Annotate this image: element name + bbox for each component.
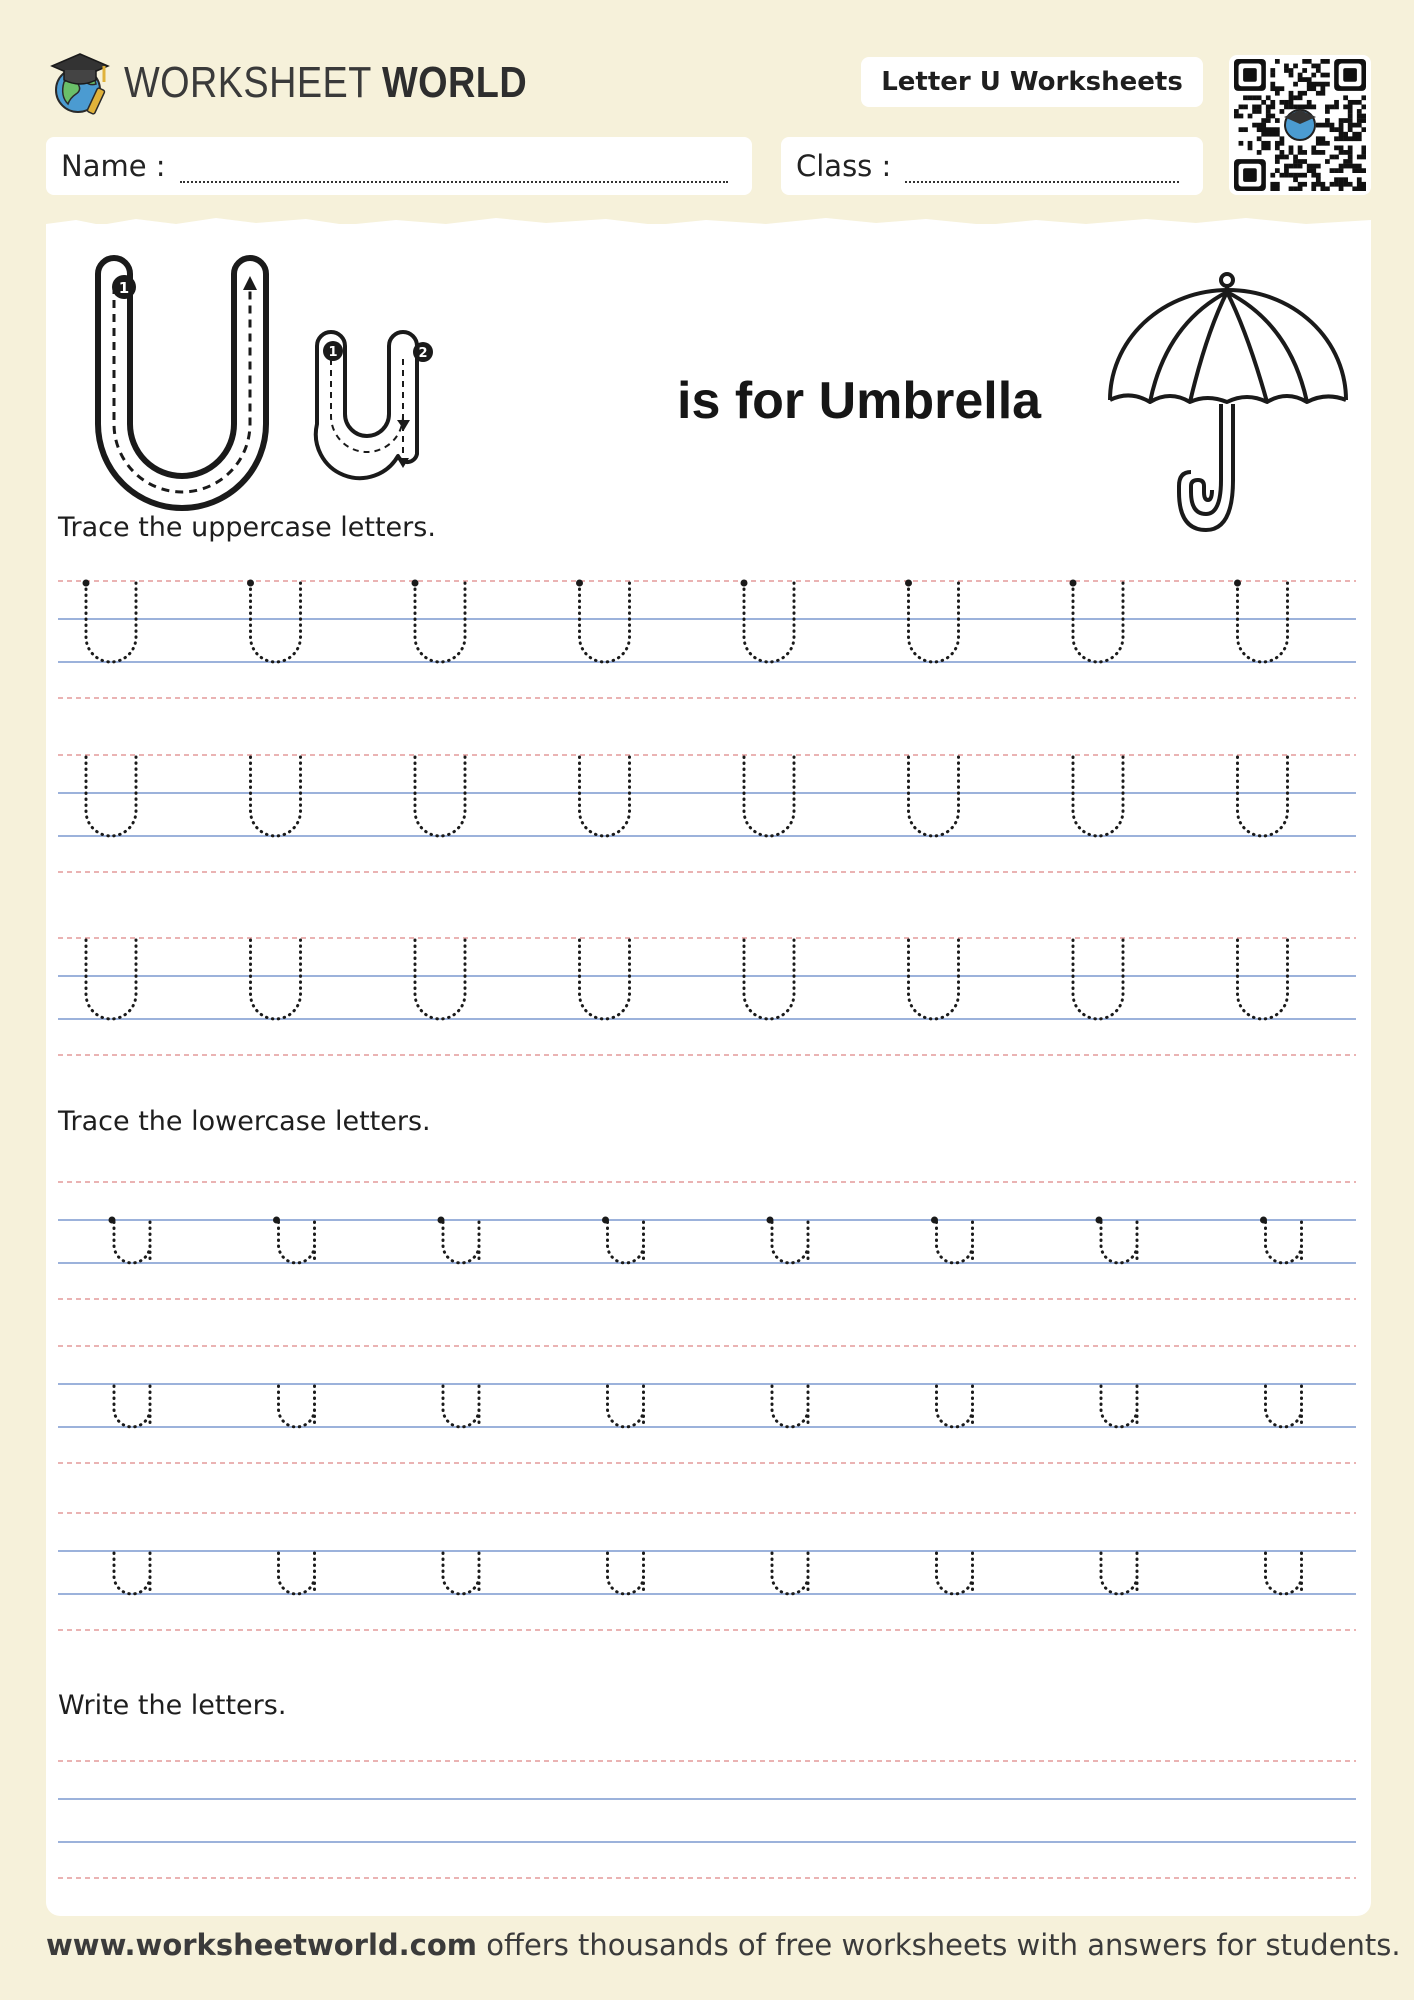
name-input-line[interactable] (180, 181, 728, 183)
worksheet-title: Letter U Worksheets (861, 57, 1203, 107)
traceable-letter-u-lowercase[interactable] (937, 1553, 973, 1594)
start-dot (273, 1217, 280, 1224)
traceable-letter-u-lowercase[interactable] (443, 1222, 479, 1263)
qr-code-icon (1234, 59, 1366, 191)
traceable-letter-u[interactable] (86, 757, 136, 836)
footer-text: offers thousands of free worksheets with answers for students. (477, 1928, 1401, 1962)
traceable-letter-u[interactable] (1238, 583, 1288, 662)
uppercase-trace-row[interactable] (58, 755, 1356, 872)
write-practice-row[interactable] (58, 1761, 1356, 1878)
footer-promo (46, 1928, 1401, 1962)
traceable-letter-u-lowercase[interactable] (772, 1553, 808, 1594)
traceable-letter-u[interactable] (86, 583, 136, 662)
traceable-letter-u-lowercase[interactable] (114, 1222, 150, 1263)
lowercase-trace-row[interactable] (58, 1513, 1356, 1630)
traceable-letter-u[interactable] (580, 583, 630, 662)
traceable-letter-u[interactable] (744, 757, 794, 836)
start-dot (602, 1217, 609, 1224)
traceable-letter-u[interactable] (909, 940, 959, 1019)
traceable-letter-u-lowercase[interactable] (1101, 1553, 1137, 1594)
traceable-letter-u-lowercase[interactable] (279, 1386, 315, 1427)
traceable-letter-u-lowercase[interactable] (443, 1553, 479, 1594)
start-dot (1260, 1217, 1267, 1224)
practice-area (46, 224, 1371, 1916)
traceable-letter-u-lowercase[interactable] (279, 1222, 315, 1263)
traceable-letter-u[interactable] (744, 940, 794, 1019)
traceable-letter-u[interactable] (909, 583, 959, 662)
traceable-letter-u-lowercase[interactable] (1266, 1222, 1302, 1263)
start-dot (1096, 1217, 1103, 1224)
start-dot (1234, 580, 1241, 587)
traceable-letter-u-lowercase[interactable] (1266, 1553, 1302, 1594)
qr-code[interactable] (1229, 55, 1371, 195)
traceable-letter-u[interactable] (251, 757, 301, 836)
brand-logo (46, 48, 528, 118)
traceable-letter-u-lowercase[interactable] (772, 1386, 808, 1427)
start-dot (905, 580, 912, 587)
traceable-letter-u-lowercase[interactable] (608, 1553, 644, 1594)
lowercase-instruction: Trace the lowercase letters. (58, 1106, 431, 1137)
traceable-letter-u[interactable] (1073, 940, 1123, 1019)
traceable-letter-u[interactable] (86, 940, 136, 1019)
uppercase-trace-row[interactable] (58, 938, 1356, 1055)
traceable-letter-u[interactable] (909, 757, 959, 836)
traceable-letter-u[interactable] (1073, 757, 1123, 836)
lowercase-trace-row[interactable] (58, 1182, 1356, 1299)
model-uppercase-u (98, 258, 266, 508)
start-dot (438, 1217, 445, 1224)
start-dot (576, 580, 583, 587)
traceable-letter-u[interactable] (1238, 757, 1288, 836)
start-dot (83, 580, 90, 587)
name-label: Name : (61, 149, 166, 183)
step-number: 1 (328, 345, 338, 360)
traceable-letter-u[interactable] (744, 583, 794, 662)
class-input-line[interactable] (905, 181, 1179, 183)
start-dot (1070, 580, 1077, 587)
write-instruction: Write the letters. (58, 1690, 287, 1721)
start-dot (741, 580, 748, 587)
traceable-letter-u[interactable] (251, 940, 301, 1019)
traceable-letter-u-lowercase[interactable] (279, 1553, 315, 1594)
uppercase-trace-row[interactable] (58, 580, 1356, 699)
traceable-letter-u-lowercase[interactable] (114, 1386, 150, 1427)
uppercase-instruction: Trace the uppercase letters. (58, 512, 436, 543)
traceable-letter-u[interactable] (1238, 940, 1288, 1019)
start-dot (931, 1217, 938, 1224)
name-field[interactable] (46, 137, 752, 195)
headline: is for Umbrella (677, 372, 1042, 430)
start-dot (412, 580, 419, 587)
umbrella-icon (1110, 274, 1346, 530)
class-label: Class : (796, 149, 892, 183)
start-dot (767, 1217, 774, 1224)
traceable-letter-u-lowercase[interactable] (937, 1386, 973, 1427)
lowercase-trace-row[interactable] (58, 1346, 1356, 1463)
traceable-letter-u-lowercase[interactable] (608, 1386, 644, 1427)
traceable-letter-u[interactable] (415, 583, 465, 662)
traceable-letter-u[interactable] (580, 757, 630, 836)
start-dot (247, 580, 254, 587)
traceable-letter-u[interactable] (1073, 583, 1123, 662)
traceable-letter-u[interactable] (415, 757, 465, 836)
traceable-letter-u-lowercase[interactable] (1266, 1386, 1302, 1427)
class-field[interactable] (781, 137, 1203, 195)
traceable-letter-u-lowercase[interactable] (114, 1553, 150, 1594)
traceable-letter-u[interactable] (415, 940, 465, 1019)
traceable-letter-u[interactable] (580, 940, 630, 1019)
footer-site-link[interactable]: www.worksheetworld.com (46, 1928, 478, 1962)
traceable-letter-u-lowercase[interactable] (772, 1222, 808, 1263)
brand-name (124, 58, 527, 108)
traceable-letter-u-lowercase[interactable] (608, 1222, 644, 1263)
traceable-letter-u-lowercase[interactable] (1101, 1222, 1137, 1263)
graduate-globe-icon (46, 48, 116, 118)
worksheet-card (46, 224, 1371, 1916)
brand-name-bold: WORLD (382, 58, 528, 107)
start-dot (109, 1217, 116, 1224)
brand-name-light: WORKSHEET (124, 58, 372, 107)
step-number: 2 (418, 346, 428, 361)
model-lowercase-u (316, 332, 433, 478)
traceable-letter-u-lowercase[interactable] (937, 1222, 973, 1263)
traceable-letter-u-lowercase[interactable] (1101, 1386, 1137, 1427)
traceable-letter-u-lowercase[interactable] (443, 1386, 479, 1427)
step-number: 1 (118, 279, 130, 297)
traceable-letter-u[interactable] (251, 583, 301, 662)
